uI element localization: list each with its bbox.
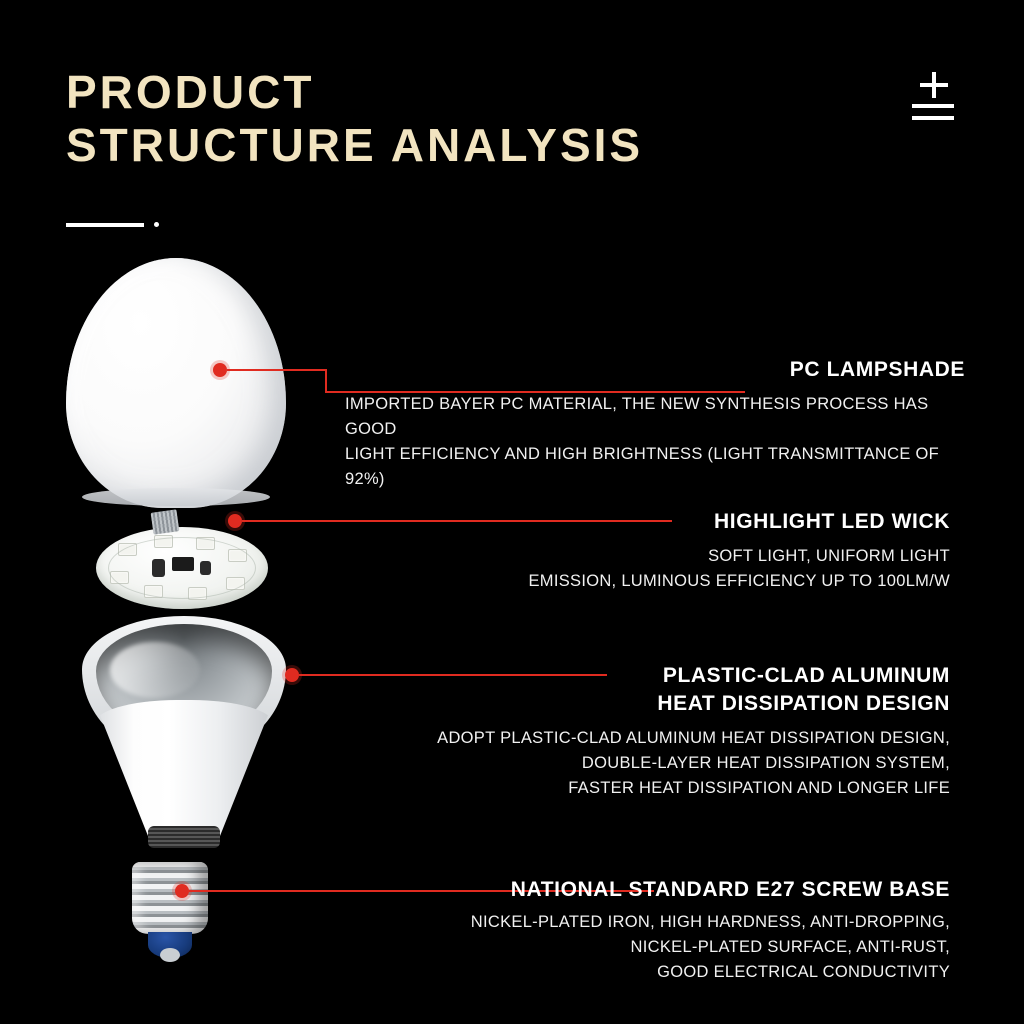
led-chip xyxy=(118,543,137,556)
leader-pc-lampshade xyxy=(227,369,327,371)
led-wick-part xyxy=(96,527,268,609)
housing-shell xyxy=(94,700,274,836)
callout-body-line: ADOPT PLASTIC-CLAD ALUMINUM HEAT DISSIPATION DESIGN, xyxy=(437,729,950,747)
callout-screw-base xyxy=(350,876,950,985)
marker-screw-base xyxy=(175,884,189,898)
led-chip xyxy=(228,549,247,562)
callout-title: NATIONAL STANDARD E27 SCREW BASE xyxy=(510,878,950,901)
e27-screw-base-part xyxy=(124,862,216,972)
equals-bottom-bar xyxy=(912,116,954,120)
callout-led-wick xyxy=(345,508,950,594)
driver-ic xyxy=(172,557,194,571)
plus-equals-mark-icon xyxy=(912,72,954,124)
page-title-line-1: PRODUCT xyxy=(66,66,315,118)
capacitor xyxy=(152,559,165,577)
page-title xyxy=(66,66,786,172)
led-chip xyxy=(196,537,215,550)
marker-led-wick xyxy=(228,514,242,528)
led-chip xyxy=(154,535,173,548)
callout-title: PC LAMPSHADE xyxy=(789,358,965,381)
callout-title-line-1: PLASTIC-CLAD ALUMINUM xyxy=(662,664,950,687)
marker-heat-sink xyxy=(285,668,299,682)
callout-body-line: IMPORTED BAYER PC MATERIAL, THE NEW SYNTHESIS PROCESS HAS GOOD xyxy=(345,395,929,438)
equals-top-bar xyxy=(912,104,954,108)
plastic-housing-part xyxy=(94,700,274,860)
callout-body-line: LIGHT EFFICIENCY AND HIGH BRIGHTNESS (LIGHT TRANSMITTANCE OF 92%) xyxy=(345,445,940,488)
page-title-line-2: STRUCTURE ANALYSIS xyxy=(66,119,644,171)
led-chip xyxy=(144,585,163,598)
led-chip xyxy=(226,577,245,590)
callout-body-line: NICKEL-PLATED IRON, HIGH HARDNESS, ANTI-DROPPING, xyxy=(470,913,950,931)
led-chip xyxy=(188,587,207,600)
pc-lampshade-part xyxy=(66,258,286,508)
callout-body-line: DOUBLE-LAYER HEAT DISSIPATION SYSTEM, xyxy=(581,754,950,772)
callout-heat-sink xyxy=(350,662,950,801)
title-divider xyxy=(66,222,159,227)
screw-threads xyxy=(132,862,208,934)
callout-title: HIGHLIGHT LED WICK xyxy=(714,510,950,533)
base-contact xyxy=(160,948,180,962)
callout-body-line: NICKEL-PLATED SURFACE, ANTI-RUST, xyxy=(630,938,950,956)
led-chip xyxy=(110,571,129,584)
divider-bar xyxy=(66,223,144,227)
led-board-disc xyxy=(96,527,268,609)
heat-sink-highlight xyxy=(110,642,200,698)
callout-body-line: GOOD ELECTRICAL CONDUCTIVITY xyxy=(657,963,950,981)
plus-horizontal-stroke xyxy=(920,83,948,87)
callout-body-line: FASTER HEAT DISSIPATION AND LONGER LIFE xyxy=(568,779,950,797)
leader-elbow-pc-lampshade xyxy=(325,369,327,393)
callout-body-line: SOFT LIGHT, UNIFORM LIGHT xyxy=(708,547,950,565)
callout-title-line-2: HEAT DISSIPATION DESIGN xyxy=(657,692,950,715)
marker-pc-lampshade xyxy=(213,363,227,377)
housing-collar xyxy=(148,826,220,848)
divider-dot xyxy=(154,222,159,227)
callout-body-line: EMISSION, LUMINOUS EFFICIENCY UP TO 100LM/W xyxy=(528,572,950,590)
capacitor xyxy=(200,561,211,575)
solder-pins xyxy=(151,509,180,534)
lampshade-rim xyxy=(82,488,270,506)
callout-pc-lampshade xyxy=(345,356,965,492)
